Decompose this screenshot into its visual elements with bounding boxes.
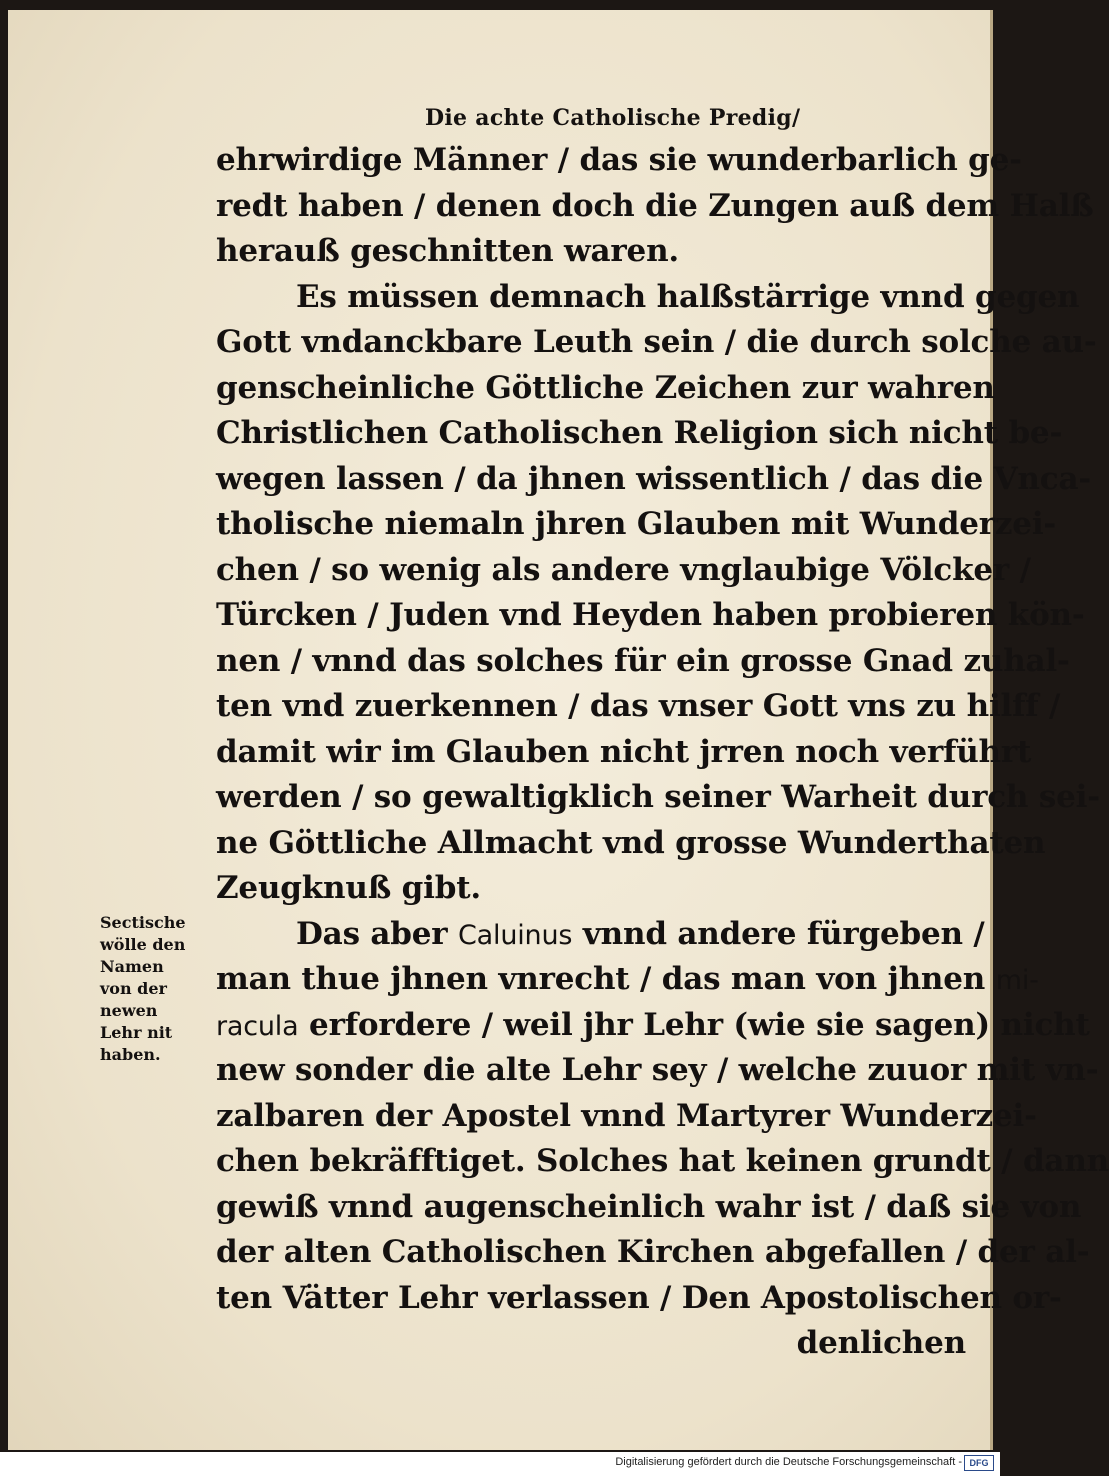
text-line bbox=[216, 1003, 1090, 1049]
margin-note-line: haben. bbox=[100, 1045, 161, 1064]
text-line: redt haben / denen doch die Zungen auß dem Halß bbox=[216, 187, 1094, 224]
text-line: wegen lassen / da jhnen wissentlich / das die Vnca- bbox=[216, 460, 1091, 497]
running-header: Die achte Catholische Predig/ bbox=[425, 105, 801, 131]
text-line: zalbaren der Apostel vnnd Martyrer Wunderzei- bbox=[216, 1097, 1037, 1134]
catchword: denlichen bbox=[796, 1325, 966, 1361]
text-line bbox=[216, 912, 985, 958]
text-line: Gott vndanckbare Leuth sein / die durch solche au- bbox=[216, 324, 1097, 360]
text-line: new sonder die alte Lehr sey / welche zuuor mit vn- bbox=[216, 1052, 1099, 1088]
text-line: chen / so wenig als andere vnglaubige Völcker / bbox=[216, 551, 1031, 588]
text-line: ne Göttliche Allmacht vnd grosse Wunderthaten bbox=[216, 824, 1046, 861]
footer-bar bbox=[0, 1452, 1000, 1476]
margin-note-line: newen bbox=[100, 1001, 158, 1020]
latin-term: racula bbox=[216, 1010, 299, 1042]
margin-note-line: Sectische bbox=[100, 913, 186, 932]
text-line: nen / vnnd das solches für ein grosse Gnad zuhal- bbox=[216, 642, 1070, 679]
text-line: tholische niemaln jhren Glauben mit Wunderzei- bbox=[216, 506, 1057, 542]
text-line: gewiß vnnd augenscheinlich wahr ist / daß sie von bbox=[216, 1188, 1082, 1225]
text-line: ten vnd zuerkennen / das vnser Gott vns zu hilff / bbox=[216, 688, 1061, 724]
text-line: der alten Catholischen Kirchen abgefallen / der al- bbox=[216, 1234, 1090, 1270]
text-line: genscheinliche Göttliche Zeichen zur wahren bbox=[216, 369, 995, 406]
text-span: Das aber bbox=[296, 915, 459, 952]
margin-note-line: Lehr nit bbox=[100, 1023, 173, 1042]
text-line: ten Vätter Lehr verlassen / Den Apostolischen or- bbox=[216, 1279, 1062, 1316]
margin-note bbox=[100, 912, 218, 1066]
text-line: Türcken / Juden vnd Heyden haben probieren kön- bbox=[216, 597, 1085, 633]
margin-note-line: Namen bbox=[100, 957, 164, 976]
margin-note-line: von der bbox=[100, 979, 167, 998]
text-line: Christlichen Catholischen Religion sich nicht be- bbox=[216, 415, 1063, 451]
funding-credit: Digitalisierung gefördert durch die Deutsche Forschungsgemeinschaft - bbox=[615, 1456, 962, 1468]
text-line: chen bekräfftiget. Solches hat keinen grundt / dann bbox=[216, 1143, 1109, 1179]
text-line bbox=[216, 957, 1039, 1003]
latin-term: mi- bbox=[995, 965, 1039, 996]
text-line: damit wir im Glauben nicht jrren noch verführt bbox=[216, 733, 1032, 770]
main-text-block bbox=[216, 138, 1109, 1367]
text-line: herauß geschnitten waren. bbox=[216, 233, 679, 269]
text-span: man thue jhnen vnrecht / das man von jhnen bbox=[216, 961, 996, 997]
text-line: ehrwirdige Männer / das sie wunderbarlich ge- bbox=[216, 142, 1022, 178]
text-line: Zeugknuß gibt. bbox=[216, 870, 481, 906]
text-line: werden / so gewaltigklich seiner Warheit durch sei- bbox=[216, 779, 1100, 815]
text-span: erfordere / weil jhr Lehr (wie sie sagen) nicht bbox=[298, 1006, 1090, 1043]
margin-note-line: wölle den bbox=[100, 935, 186, 954]
dfg-logo: DFG bbox=[964, 1455, 994, 1471]
latin-term: Caluinus bbox=[458, 919, 573, 951]
text-span: vnnd andere fürgeben / bbox=[572, 915, 985, 952]
text-line: Es müssen demnach halßstärrige vnnd gegen bbox=[296, 278, 1080, 315]
